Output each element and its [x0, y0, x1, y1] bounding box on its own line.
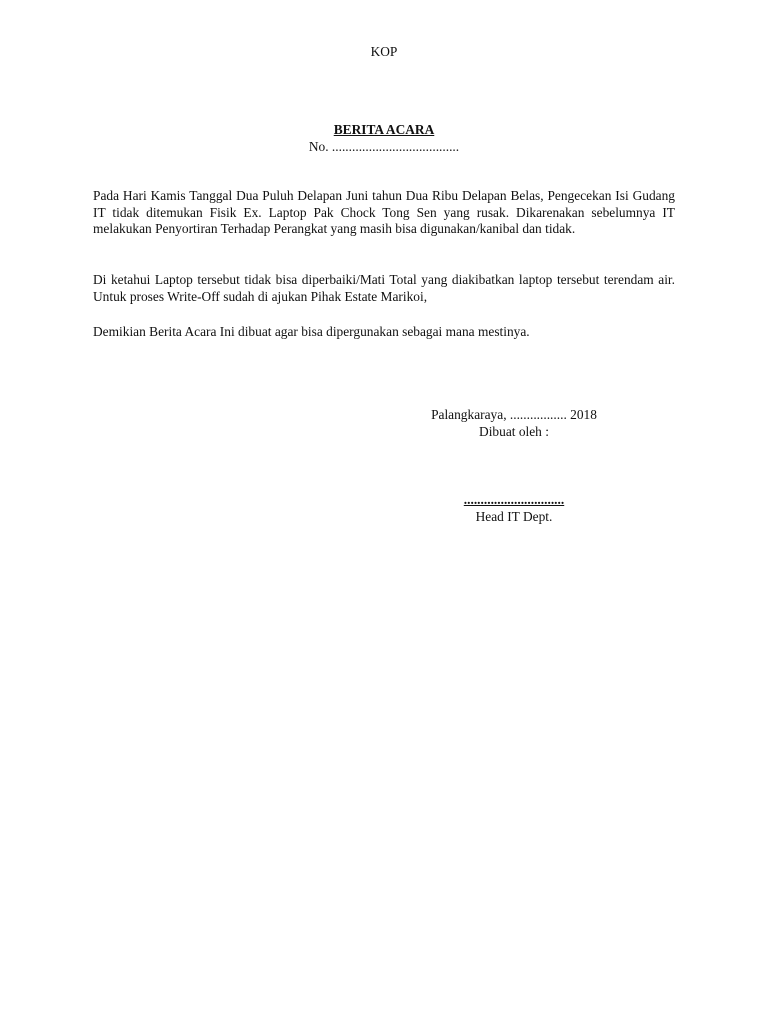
paragraph-condition: Di ketahui Laptop tersebut tidak bisa diperbaiki/Mati Total yang diakibatkan laptop tersebut terendam air. Untuk proses Write-Off sudah di ajukan Pihak Estate Marikoi,: [93, 272, 675, 304]
paragraph-closing: Demikian Berita Acara Ini dibuat agar bisa dipergunakan sebagai mana mestinya.: [93, 324, 530, 339]
letterhead-placeholder: KOP: [370, 44, 398, 59]
signature-made-by: Dibuat oleh :: [479, 424, 549, 439]
document-number: No. ......................................: [308, 139, 460, 154]
paragraph-inspection: Pada Hari Kamis Tanggal Dua Puluh Delapan Juni tahun Dua Ribu Delapan Belas, Pengecekan Isi Gudang IT tidak ditemukan Fisik Ex. Laptop Pak Chock Tong Sen yang rusak. Dikarenakan sebelumnya IT melakukan Penyortiran Terhadap Perangkat yang masih bisa digunakan/kanibal dan tidak.: [93, 188, 675, 237]
signature-name-line: ..............................: [463, 492, 565, 507]
signature-place-date: Palangkaraya, ................. 2018: [431, 407, 597, 422]
document-title: BERITA ACARA: [333, 122, 435, 137]
signature-role: Head IT Dept.: [475, 509, 553, 524]
